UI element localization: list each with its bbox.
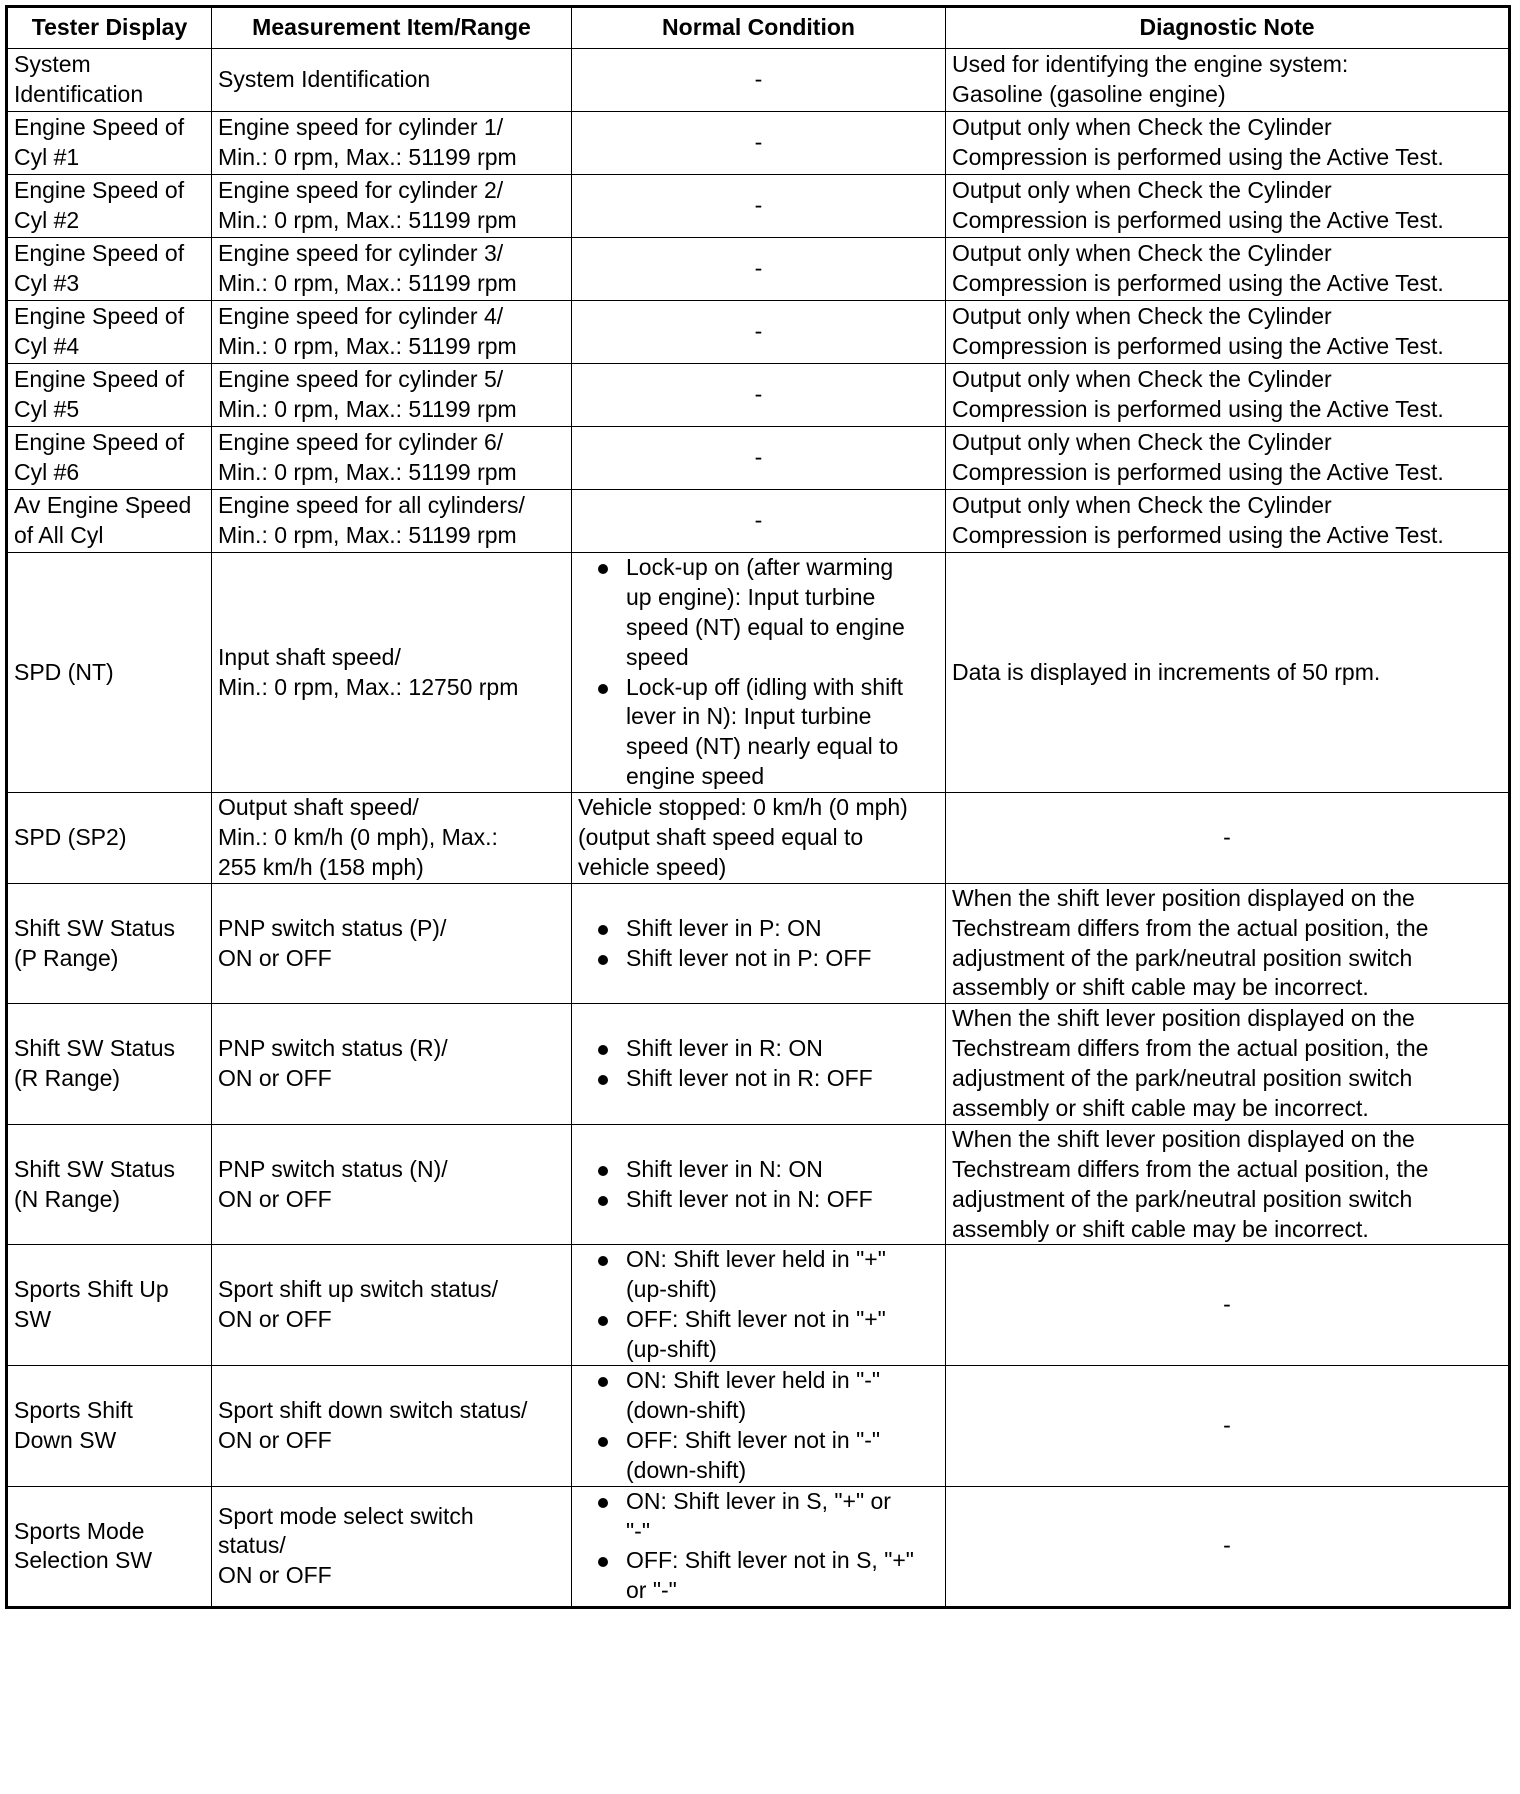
cell-normal-condition	[572, 112, 946, 175]
header-normal-condition: Normal Condition	[572, 7, 946, 49]
normal-condition-text: Shift lever in P: ON	[626, 914, 822, 941]
list-item	[578, 1185, 939, 1215]
normal-condition-text: (output shaft speed equal to	[578, 824, 864, 851]
normal-condition-list	[578, 914, 939, 974]
measurement-text: Engine speed for cylinder 5/	[218, 366, 504, 393]
diagnostic-note-text: Data is displayed in increments of 50 rpm.	[952, 658, 1381, 685]
cell-normal-condition	[572, 301, 946, 364]
cell-tester-display	[7, 883, 212, 1004]
normal-condition-text: lever in N): Input turbine	[626, 703, 872, 730]
normal-condition-list	[578, 1034, 939, 1094]
cell-normal-condition	[572, 175, 946, 238]
tester-display-text: (P Range)	[14, 944, 119, 971]
diagnostic-note-text: -	[1223, 1291, 1231, 1318]
tester-display-text: Sports Shift Up	[14, 1276, 169, 1303]
cell-measurement-item	[212, 553, 572, 793]
header-row	[7, 7, 1510, 49]
normal-condition-text: -	[754, 129, 763, 156]
cell-diagnostic-note	[946, 490, 1510, 553]
normal-condition-text: "-"	[626, 1517, 650, 1544]
normal-condition-text: -	[754, 318, 763, 345]
measurement-text: ON or OFF	[218, 1065, 332, 1092]
diagnostic-note-text: Compression is performed using the Active Test.	[952, 396, 1444, 422]
tester-display-text: Cyl #3	[14, 270, 80, 296]
cell-measurement-item	[212, 1245, 572, 1366]
cell-tester-display	[7, 364, 212, 427]
normal-condition-text: vehicle speed)	[578, 853, 727, 880]
table-row	[7, 1124, 1510, 1245]
tester-display-text: of All Cyl	[14, 522, 104, 548]
normal-condition-list	[578, 1487, 939, 1607]
tester-display-text: SPD (SP2)	[14, 824, 127, 851]
tester-display-text: Cyl #2	[14, 207, 80, 233]
cell-tester-display	[7, 112, 212, 175]
cell-tester-display	[7, 301, 212, 364]
tester-display-text: Cyl #1	[14, 144, 80, 170]
cell-measurement-item	[212, 1486, 572, 1608]
cell-normal-condition	[572, 553, 946, 793]
diagnostic-note-text: Compression is performed using the Active Test.	[952, 207, 1444, 233]
measurement-text: Input shaft speed/	[218, 643, 401, 670]
measurement-text: Sport mode select switch	[218, 1502, 474, 1529]
normal-condition-text: Shift lever not in P: OFF	[626, 944, 872, 971]
cell-normal-condition	[572, 883, 946, 1004]
cell-normal-condition	[572, 793, 946, 884]
list-item	[578, 1034, 939, 1064]
normal-condition-text: -	[754, 192, 763, 219]
table-row	[7, 175, 1510, 238]
table-row	[7, 793, 1510, 884]
cell-normal-condition	[572, 238, 946, 301]
cell-measurement-item	[212, 112, 572, 175]
tester-display-text: Engine Speed of	[14, 177, 185, 204]
cell-measurement-item	[212, 793, 572, 884]
diagnostic-note-text: -	[1223, 824, 1231, 851]
normal-condition-text: Shift lever in N: ON	[626, 1155, 823, 1182]
measurement-text: Engine speed for cylinder 2/	[218, 177, 504, 204]
cell-diagnostic-note	[946, 112, 1510, 175]
cell-measurement-item	[212, 49, 572, 112]
diagnostic-note-text: Output only when Check the Cylinder	[952, 114, 1332, 141]
list-item	[578, 1426, 939, 1486]
diagnostic-note-text: Output only when Check the Cylinder	[952, 492, 1332, 519]
tester-display-text: Engine Speed of	[14, 114, 185, 141]
cell-diagnostic-note	[946, 1004, 1510, 1125]
cell-normal-condition	[572, 1486, 946, 1608]
cell-diagnostic-note	[946, 1366, 1510, 1487]
list-item	[578, 1245, 939, 1305]
cell-tester-display	[7, 793, 212, 884]
header-measurement-item: Measurement Item/Range	[212, 7, 572, 49]
list-item	[578, 944, 939, 974]
diagnostic-note-text: assembly or shift cable may be incorrect.	[952, 974, 1369, 1001]
cell-diagnostic-note	[946, 793, 1510, 884]
table-body	[7, 49, 1510, 1608]
table-row	[7, 112, 1510, 175]
measurement-text: PNP switch status (P)/	[218, 914, 447, 941]
diagnostic-note-text: Output only when Check the Cylinder	[952, 366, 1332, 393]
tester-display-text: Shift SW Status	[14, 1155, 176, 1182]
normal-condition-list	[578, 1245, 939, 1365]
tester-display-text: Cyl #4	[14, 333, 80, 359]
tester-display-text: Down SW	[14, 1426, 117, 1453]
normal-condition-text: ON: Shift lever held in "+"	[626, 1246, 886, 1273]
normal-condition-text: OFF: Shift lever not in "+"	[626, 1306, 886, 1333]
diagnostic-note-text: Compression is performed using the Active Test.	[952, 270, 1444, 296]
cell-tester-display	[7, 175, 212, 238]
normal-condition-text: or "-"	[626, 1577, 677, 1604]
diagnostic-note-text: When the shift lever position displayed on the	[952, 1005, 1415, 1032]
measurement-text: Min.: 0 km/h (0 mph), Max.:	[218, 824, 498, 851]
normal-condition-text: -	[754, 381, 763, 408]
cell-tester-display	[7, 1004, 212, 1125]
cell-measurement-item	[212, 364, 572, 427]
measurement-text: Engine speed for all cylinders/	[218, 492, 525, 519]
cell-measurement-item	[212, 1366, 572, 1487]
cell-diagnostic-note	[946, 1245, 1510, 1366]
table-row	[7, 490, 1510, 553]
normal-condition-text: ON: Shift lever in S, "+" or	[626, 1487, 891, 1514]
diagnostic-note-text: When the shift lever position displayed on the	[952, 1125, 1415, 1152]
normal-condition-text: (up-shift)	[626, 1336, 717, 1363]
list-item	[578, 1487, 939, 1547]
header-tester-display: Tester Display	[7, 7, 212, 49]
normal-condition-text: Vehicle stopped: 0 km/h (0 mph)	[578, 794, 908, 821]
tester-display-text: (N Range)	[14, 1185, 121, 1212]
cell-measurement-item	[212, 490, 572, 553]
cell-measurement-item	[212, 883, 572, 1004]
diagnostic-note-text: Used for identifying the engine system:	[952, 51, 1349, 78]
table-row	[7, 1486, 1510, 1608]
measurement-text: Sport shift up switch status/	[218, 1276, 498, 1303]
diagnostic-note-text: When the shift lever position displayed on the	[952, 884, 1415, 911]
cell-measurement-item	[212, 238, 572, 301]
diagnostic-note-text: Compression is performed using the Active Test.	[952, 459, 1444, 485]
tester-display-text: Av Engine Speed	[14, 492, 192, 519]
cell-diagnostic-note	[946, 553, 1510, 793]
cell-measurement-item	[212, 175, 572, 238]
table-row	[7, 238, 1510, 301]
cell-diagnostic-note	[946, 364, 1510, 427]
tester-display-text: Cyl #5	[14, 396, 80, 422]
table-row	[7, 1366, 1510, 1487]
tester-display-text: Engine Speed of	[14, 303, 185, 330]
diagnostic-note-text: Techstream differs from the actual position, the	[952, 914, 1429, 941]
diagnostic-note-text: Output only when Check the Cylinder	[952, 240, 1332, 267]
measurement-text: Engine speed for cylinder 1/	[218, 114, 504, 141]
cell-normal-condition	[572, 1124, 946, 1245]
measurement-text: Min.: 0 rpm, Max.: 51199 rpm	[218, 144, 517, 170]
normal-condition-text: up engine): Input turbine	[626, 583, 876, 610]
diagnostic-note-text: Output only when Check the Cylinder	[952, 177, 1332, 204]
tester-display-text: Engine Speed of	[14, 366, 185, 393]
diagnostic-note-text: Techstream differs from the actual position, the	[952, 1155, 1429, 1182]
table-row	[7, 1004, 1510, 1125]
normal-condition-text: speed	[626, 643, 689, 670]
normal-condition-text: (down-shift)	[626, 1456, 747, 1483]
normal-condition-text: Shift lever not in R: OFF	[626, 1065, 873, 1092]
measurement-text: Min.: 0 rpm, Max.: 51199 rpm	[218, 522, 517, 548]
cell-tester-display	[7, 1486, 212, 1608]
measurement-text: Output shaft speed/	[218, 794, 419, 821]
normal-condition-text: Shift lever not in N: OFF	[626, 1185, 873, 1212]
cell-diagnostic-note	[946, 175, 1510, 238]
normal-condition-text: -	[754, 444, 763, 471]
measurement-text: System Identification	[218, 66, 431, 93]
diagnostic-note-text: Techstream differs from the actual position, the	[952, 1035, 1429, 1062]
tester-display-text: Shift SW Status	[14, 1035, 176, 1062]
measurement-text: Min.: 0 rpm, Max.: 12750 rpm	[218, 673, 519, 700]
normal-condition-text: -	[754, 507, 763, 534]
list-item	[578, 1366, 939, 1426]
measurement-text: Sport shift down switch status/	[218, 1396, 528, 1423]
cell-tester-display	[7, 553, 212, 793]
normal-condition-text: Shift lever in R: ON	[626, 1035, 823, 1062]
measurement-text: PNP switch status (R)/	[218, 1035, 448, 1062]
cell-normal-condition	[572, 1366, 946, 1487]
cell-diagnostic-note	[946, 301, 1510, 364]
diagnostic-note-text: Compression is performed using the Active Test.	[952, 144, 1444, 170]
cell-measurement-item	[212, 1004, 572, 1125]
cell-diagnostic-note	[946, 238, 1510, 301]
measurement-text: Engine speed for cylinder 6/	[218, 429, 504, 456]
diagnostic-note-text: adjustment of the park/neutral position switch	[952, 1185, 1413, 1212]
cell-normal-condition	[572, 364, 946, 427]
measurement-text: Min.: 0 rpm, Max.: 51199 rpm	[218, 459, 517, 485]
tester-display-text: System	[14, 51, 91, 78]
diagnostic-note-text: -	[1223, 1532, 1231, 1559]
measurement-text: Min.: 0 rpm, Max.: 51199 rpm	[218, 207, 517, 233]
cell-normal-condition	[572, 427, 946, 490]
cell-diagnostic-note	[946, 1124, 1510, 1245]
table-row	[7, 427, 1510, 490]
tester-display-text: Engine Speed of	[14, 240, 185, 267]
measurement-text: Engine speed for cylinder 3/	[218, 240, 504, 267]
diagnostic-note-text: assembly or shift cable may be incorrect.	[952, 1215, 1369, 1242]
diagnostic-note-text: adjustment of the park/neutral position switch	[952, 944, 1413, 971]
cell-diagnostic-note	[946, 427, 1510, 490]
measurement-text: ON or OFF	[218, 944, 332, 971]
measurement-text: ON or OFF	[218, 1185, 332, 1212]
cell-normal-condition	[572, 490, 946, 553]
table-row	[7, 301, 1510, 364]
cell-diagnostic-note	[946, 883, 1510, 1004]
list-item	[578, 1064, 939, 1094]
tester-display-text: Cyl #6	[14, 459, 80, 485]
table-row	[7, 49, 1510, 112]
diagnostic-note-text: Output only when Check the Cylinder	[952, 429, 1332, 456]
diagnostic-note-text: Gasoline (gasoline engine)	[952, 81, 1226, 107]
normal-condition-text: engine speed	[626, 763, 765, 790]
cell-diagnostic-note	[946, 49, 1510, 112]
measurement-text: Engine speed for cylinder 4/	[218, 303, 504, 330]
tester-display-text: SW	[14, 1306, 52, 1333]
list-item	[578, 553, 939, 673]
cell-tester-display	[7, 427, 212, 490]
normal-condition-text: ON: Shift lever held in "-"	[626, 1367, 881, 1394]
normal-condition-list	[578, 1366, 939, 1486]
cell-tester-display	[7, 490, 212, 553]
table-row	[7, 553, 1510, 793]
normal-condition-text: (up-shift)	[626, 1276, 717, 1303]
list-item	[578, 673, 939, 793]
normal-condition-text: speed (NT) equal to engine	[626, 613, 905, 640]
measurement-text: ON or OFF	[218, 1426, 332, 1453]
tester-display-text: Shift SW Status	[14, 914, 176, 941]
measurement-text: ON or OFF	[218, 1562, 332, 1589]
diagnostic-note-text: Compression is performed using the Active Test.	[952, 333, 1444, 359]
cell-tester-display	[7, 1124, 212, 1245]
table-row	[7, 364, 1510, 427]
table-row	[7, 1245, 1510, 1366]
measurement-text: Min.: 0 rpm, Max.: 51199 rpm	[218, 396, 517, 422]
cell-normal-condition	[572, 1004, 946, 1125]
list-item	[578, 1155, 939, 1185]
measurement-text: status/	[218, 1532, 286, 1559]
cell-diagnostic-note	[946, 1486, 1510, 1608]
cell-measurement-item	[212, 301, 572, 364]
normal-condition-list	[578, 1155, 939, 1215]
diagnostic-note-text: adjustment of the park/neutral position switch	[952, 1065, 1413, 1092]
normal-condition-text: Lock-up off (idling with shift	[626, 673, 903, 700]
normal-condition-text: OFF: Shift lever not in S, "+"	[626, 1547, 914, 1574]
cell-tester-display	[7, 1245, 212, 1366]
normal-condition-text: -	[754, 255, 763, 282]
measurement-text: Min.: 0 rpm, Max.: 51199 rpm	[218, 270, 517, 296]
tester-display-text: Sports Mode	[14, 1517, 145, 1544]
diagnostic-note-text: -	[1223, 1411, 1231, 1438]
table-row	[7, 883, 1510, 1004]
measurement-text: ON or OFF	[218, 1306, 332, 1333]
data-list-table-container	[5, 5, 1508, 1609]
normal-condition-text: (down-shift)	[626, 1396, 747, 1423]
list-item	[578, 1546, 939, 1606]
diagnostic-note-text: Compression is performed using the Active Test.	[952, 522, 1444, 548]
list-item	[578, 914, 939, 944]
cell-normal-condition	[572, 1245, 946, 1366]
measurement-text: 255 km/h (158 mph)	[218, 853, 424, 880]
measurement-text: PNP switch status (N)/	[218, 1155, 448, 1182]
normal-condition-text: Lock-up on (after warming	[626, 554, 894, 580]
tester-display-text: Identification	[14, 81, 144, 107]
normal-condition-list	[578, 553, 939, 792]
list-item	[578, 1305, 939, 1365]
tester-display-text: Selection SW	[14, 1547, 153, 1574]
normal-condition-text: speed (NT) nearly equal to	[626, 733, 899, 760]
cell-tester-display	[7, 1366, 212, 1487]
normal-condition-text: -	[754, 66, 763, 93]
tester-display-text: (R Range)	[14, 1065, 121, 1092]
tester-display-text: Engine Speed of	[14, 429, 185, 456]
normal-condition-text: OFF: Shift lever not in "-"	[626, 1426, 881, 1453]
header-diagnostic-note: Diagnostic Note	[946, 7, 1510, 49]
tester-display-text: SPD (NT)	[14, 658, 114, 685]
cell-measurement-item	[212, 427, 572, 490]
cell-tester-display	[7, 238, 212, 301]
diagnostic-note-text: assembly or shift cable may be incorrect.	[952, 1095, 1369, 1122]
diagnostic-note-text: Output only when Check the Cylinder	[952, 303, 1332, 330]
data-list-table	[5, 5, 1511, 1609]
cell-normal-condition	[572, 49, 946, 112]
cell-measurement-item	[212, 1124, 572, 1245]
measurement-text: Min.: 0 rpm, Max.: 51199 rpm	[218, 333, 517, 359]
tester-display-text: Sports Shift	[14, 1396, 133, 1423]
cell-tester-display	[7, 49, 212, 112]
